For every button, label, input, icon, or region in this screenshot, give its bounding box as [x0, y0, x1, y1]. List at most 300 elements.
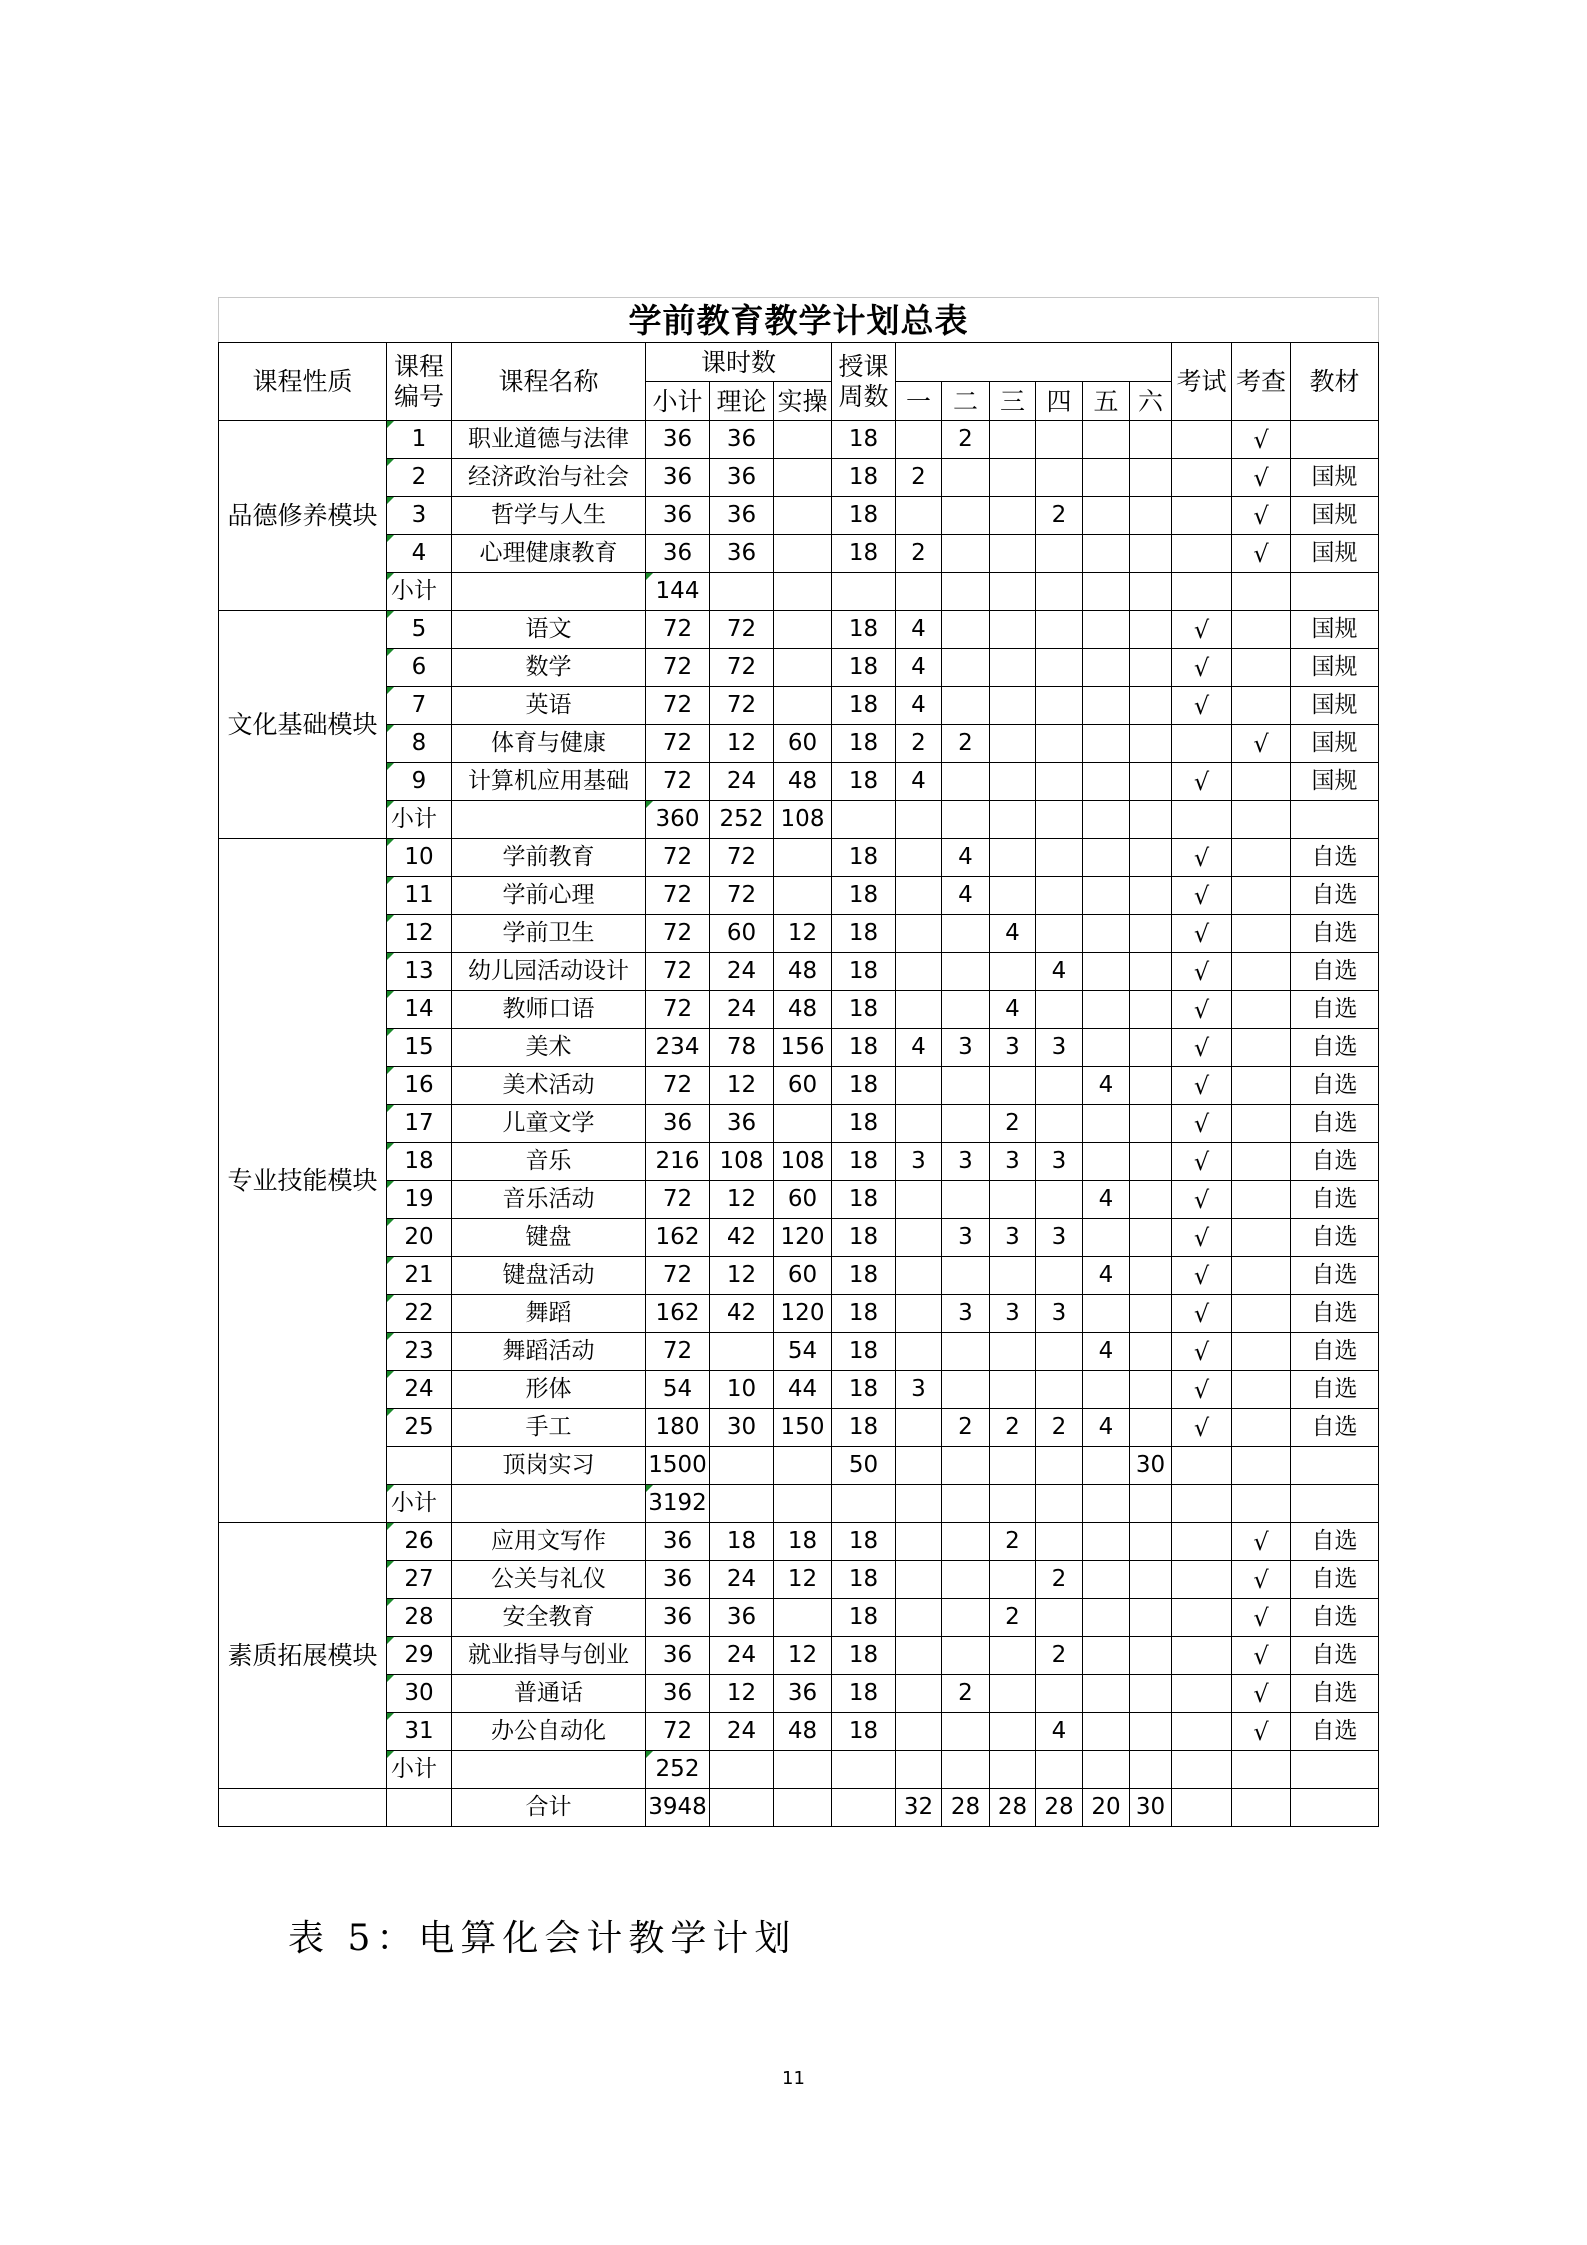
hours-total: 162 — [646, 1219, 710, 1257]
subtotal-label: 小计 — [387, 801, 452, 839]
table-row — [219, 877, 1379, 915]
subtotal-label: 小计 — [387, 573, 452, 611]
table-row — [219, 1713, 1379, 1751]
hours-practice — [774, 877, 832, 915]
header-semester-6: 六 — [1130, 382, 1172, 421]
course-code: 27 — [387, 1561, 452, 1599]
semester-1-hours — [896, 1105, 942, 1143]
check-mark — [1232, 915, 1291, 953]
semester-1-hours — [896, 1523, 942, 1561]
subtotal-blank — [1291, 1751, 1379, 1789]
hours-practice: 120 — [774, 1295, 832, 1333]
table-row — [219, 839, 1379, 877]
course-name: 职业道德与法律 — [452, 421, 646, 459]
total-blank — [387, 1789, 452, 1827]
semester-1-hours — [896, 1599, 942, 1637]
subtotal-blank — [832, 801, 896, 839]
header-semester-5: 五 — [1083, 382, 1130, 421]
exam-mark: √ — [1172, 1371, 1232, 1409]
textbook: 自选 — [1291, 1067, 1379, 1105]
semester-6-hours — [1130, 421, 1172, 459]
subtotal-blank — [1130, 1751, 1172, 1789]
subtotal-label: 小计 — [387, 1485, 452, 1523]
exam-mark: √ — [1172, 839, 1232, 877]
weeks: 18 — [832, 459, 896, 497]
textbook: 自选 — [1291, 877, 1379, 915]
semester-3-hours: 3 — [990, 1219, 1036, 1257]
semester-5-hours — [1083, 953, 1130, 991]
semester-1-hours — [896, 1409, 942, 1447]
subtotal-total: 144 — [646, 573, 710, 611]
semester-6-hours — [1130, 1257, 1172, 1295]
semester-2-hours — [942, 1067, 990, 1105]
subtotal-blank — [896, 1485, 942, 1523]
semester-3-hours — [990, 1675, 1036, 1713]
semester-4-hours: 2 — [1036, 497, 1083, 535]
exam-mark: √ — [1172, 763, 1232, 801]
table-row — [219, 1105, 1379, 1143]
hours-total: 1500 — [646, 1447, 710, 1485]
semester-2-hours — [942, 649, 990, 687]
hours-theory: 12 — [710, 1067, 774, 1105]
semester-1-hours — [896, 839, 942, 877]
subtotal-blank — [1172, 1485, 1232, 1523]
hours-total: 72 — [646, 1067, 710, 1105]
check-mark — [1232, 1181, 1291, 1219]
table-caption: 表 5：电算化会计教学计划 — [288, 1918, 797, 1959]
semester-1-hours — [896, 877, 942, 915]
semester-4-hours — [1036, 649, 1083, 687]
hours-practice: 150 — [774, 1409, 832, 1447]
semester-2-hours — [942, 497, 990, 535]
subtotal-theory — [710, 573, 774, 611]
table-row — [219, 953, 1379, 991]
table-row — [219, 1333, 1379, 1371]
hours-theory: 108 — [710, 1143, 774, 1181]
hours-total: 72 — [646, 877, 710, 915]
semester-3-hours: 3 — [990, 1295, 1036, 1333]
subtotal-name-blank — [452, 1485, 646, 1523]
grand-total-label: 合计 — [452, 1789, 646, 1827]
total-blank — [1172, 1789, 1232, 1827]
exam-mark — [1172, 1447, 1232, 1485]
semester-3-hours — [990, 611, 1036, 649]
hours-theory: 30 — [710, 1409, 774, 1447]
semester-4-hours: 4 — [1036, 953, 1083, 991]
textbook — [1291, 421, 1379, 459]
check-mark: √ — [1232, 725, 1291, 763]
semester-3-hours — [990, 459, 1036, 497]
semester-2-hours: 3 — [942, 1295, 990, 1333]
check-mark — [1232, 953, 1291, 991]
total-blank — [1291, 1789, 1379, 1827]
course-name: 经济政治与社会 — [452, 459, 646, 497]
table-row — [219, 1409, 1379, 1447]
table-row — [219, 1257, 1379, 1295]
subtotal-row — [219, 573, 1379, 611]
course-code: 12 — [387, 915, 452, 953]
check-mark: √ — [1232, 1523, 1291, 1561]
semester-4-hours — [1036, 535, 1083, 573]
weeks: 18 — [832, 1219, 896, 1257]
hours-theory: 24 — [710, 763, 774, 801]
semester-5-hours: 4 — [1083, 1067, 1130, 1105]
course-name: 幼儿园活动设计 — [452, 953, 646, 991]
subtotal-blank — [1130, 573, 1172, 611]
semester-2-hours — [942, 1105, 990, 1143]
semester-2-hours — [942, 1599, 990, 1637]
semester-1-hours — [896, 421, 942, 459]
check-mark: √ — [1232, 1637, 1291, 1675]
check-mark: √ — [1232, 497, 1291, 535]
subtotal-blank — [1172, 1751, 1232, 1789]
subtotal-theory — [710, 1751, 774, 1789]
hours-total: 72 — [646, 725, 710, 763]
semester-3-hours: 3 — [990, 1143, 1036, 1181]
semester-2-hours — [942, 687, 990, 725]
semester-6-hours — [1130, 1523, 1172, 1561]
semester-3-hours — [990, 421, 1036, 459]
semester-4-hours — [1036, 1067, 1083, 1105]
subtotal-name-blank — [452, 573, 646, 611]
weeks: 18 — [832, 1295, 896, 1333]
weeks: 18 — [832, 915, 896, 953]
course-name: 形体 — [452, 1371, 646, 1409]
semester-6-hours — [1130, 915, 1172, 953]
header-semester-1: 一 — [896, 382, 942, 421]
semester-3-hours — [990, 1181, 1036, 1219]
semester-1-hours: 3 — [896, 1143, 942, 1181]
course-code: 24 — [387, 1371, 452, 1409]
subtotal-blank — [1130, 801, 1172, 839]
course-code: 3 — [387, 497, 452, 535]
semester-2-hours — [942, 1333, 990, 1371]
weeks: 18 — [832, 1713, 896, 1751]
semester-3-hours — [990, 953, 1036, 991]
table-row — [219, 611, 1379, 649]
semester-2-hours — [942, 1713, 990, 1751]
hours-practice: 120 — [774, 1219, 832, 1257]
hours-practice: 60 — [774, 1181, 832, 1219]
course-name: 舞蹈 — [452, 1295, 646, 1333]
exam-mark: √ — [1172, 1029, 1232, 1067]
course-code: 19 — [387, 1181, 452, 1219]
course-name: 公关与礼仪 — [452, 1561, 646, 1599]
semester-6-hours — [1130, 1219, 1172, 1257]
check-mark — [1232, 649, 1291, 687]
table-row — [219, 1371, 1379, 1409]
semester-6-hours — [1130, 991, 1172, 1029]
exam-mark — [1172, 725, 1232, 763]
exam-mark: √ — [1172, 1257, 1232, 1295]
semester-2-hours — [942, 1523, 990, 1561]
course-code: 13 — [387, 953, 452, 991]
semester-6-hours — [1130, 1675, 1172, 1713]
weeks: 18 — [832, 1675, 896, 1713]
hours-practice: 48 — [774, 991, 832, 1029]
semester-1-hours — [896, 1333, 942, 1371]
weeks: 18 — [832, 725, 896, 763]
semester-1-hours — [896, 1181, 942, 1219]
table-row — [219, 1143, 1379, 1181]
semester-6-hours — [1130, 1561, 1172, 1599]
subtotal-blank — [1172, 573, 1232, 611]
header-semester-3: 三 — [990, 382, 1036, 421]
check-mark — [1232, 1371, 1291, 1409]
hours-theory: 24 — [710, 1637, 774, 1675]
semester-6-hours — [1130, 649, 1172, 687]
semester-1-hours — [896, 1713, 942, 1751]
hours-theory: 72 — [710, 687, 774, 725]
semester-4-hours: 2 — [1036, 1409, 1083, 1447]
hours-practice — [774, 1599, 832, 1637]
semester-2-hours: 3 — [942, 1143, 990, 1181]
page-number: 11 — [782, 2068, 805, 2089]
textbook: 自选 — [1291, 1181, 1379, 1219]
subtotal-row — [219, 801, 1379, 839]
exam-mark: √ — [1172, 1143, 1232, 1181]
subtotal-blank — [990, 573, 1036, 611]
hours-practice — [774, 535, 832, 573]
hours-practice: 156 — [774, 1029, 832, 1067]
check-mark — [1232, 611, 1291, 649]
hours-total: 216 — [646, 1143, 710, 1181]
hours-theory: 72 — [710, 839, 774, 877]
weeks: 18 — [832, 687, 896, 725]
course-code: 17 — [387, 1105, 452, 1143]
header-nature: 课程性质 — [219, 343, 387, 421]
check-mark: √ — [1232, 1599, 1291, 1637]
hours-practice: 48 — [774, 1713, 832, 1751]
subtotal-blank — [832, 1485, 896, 1523]
hours-total: 36 — [646, 1105, 710, 1143]
subtotal-blank — [990, 1751, 1036, 1789]
textbook: 国规 — [1291, 535, 1379, 573]
hours-total: 72 — [646, 1713, 710, 1751]
semester-4-hours: 3 — [1036, 1029, 1083, 1067]
course-code: 22 — [387, 1295, 452, 1333]
semester-3-hours — [990, 1257, 1036, 1295]
textbook: 国规 — [1291, 611, 1379, 649]
hours-practice — [774, 1105, 832, 1143]
hours-total: 72 — [646, 915, 710, 953]
semester-2-hours: 4 — [942, 877, 990, 915]
header-subtotal: 小计 — [646, 382, 710, 421]
semester-5-hours — [1083, 1105, 1130, 1143]
semester-6-hours — [1130, 839, 1172, 877]
exam-mark: √ — [1172, 1219, 1232, 1257]
check-mark — [1232, 839, 1291, 877]
table-row — [219, 915, 1379, 953]
hours-theory: 18 — [710, 1523, 774, 1561]
semester-5-hours — [1083, 1295, 1130, 1333]
semester-6-hours — [1130, 953, 1172, 991]
hours-theory: 72 — [710, 877, 774, 915]
semester-6-hours — [1130, 877, 1172, 915]
grand-total-semester-5: 20 — [1083, 1789, 1130, 1827]
hours-theory: 36 — [710, 421, 774, 459]
textbook: 自选 — [1291, 1029, 1379, 1067]
semester-2-hours — [942, 1257, 990, 1295]
semester-4-hours — [1036, 1523, 1083, 1561]
semester-4-hours: 2 — [1036, 1637, 1083, 1675]
hours-total: 72 — [646, 839, 710, 877]
semester-4-hours — [1036, 459, 1083, 497]
textbook: 自选 — [1291, 1105, 1379, 1143]
semester-6-hours — [1130, 459, 1172, 497]
table-row — [219, 991, 1379, 1029]
course-code: 11 — [387, 877, 452, 915]
grand-total-semester-4: 28 — [1036, 1789, 1083, 1827]
total-blank — [710, 1789, 774, 1827]
subtotal-blank — [1036, 573, 1083, 611]
semester-4-hours — [1036, 1105, 1083, 1143]
table-row — [219, 459, 1379, 497]
header-weeks: 授课周数 — [832, 343, 896, 421]
course-code: 7 — [387, 687, 452, 725]
exam-mark — [1172, 1713, 1232, 1751]
course-name: 计算机应用基础 — [452, 763, 646, 801]
course-name: 舞蹈活动 — [452, 1333, 646, 1371]
textbook: 自选 — [1291, 1713, 1379, 1751]
semester-1-hours: 4 — [896, 763, 942, 801]
hours-theory: 24 — [710, 1713, 774, 1751]
hours-practice — [774, 497, 832, 535]
check-mark: √ — [1232, 1561, 1291, 1599]
semester-4-hours — [1036, 1675, 1083, 1713]
course-code — [387, 1447, 452, 1485]
total-blank — [832, 1789, 896, 1827]
header-exam: 考试 — [1172, 343, 1232, 421]
course-name: 语文 — [452, 611, 646, 649]
textbook: 自选 — [1291, 1257, 1379, 1295]
exam-mark: √ — [1172, 687, 1232, 725]
textbook: 国规 — [1291, 459, 1379, 497]
subtotal-total: 360 — [646, 801, 710, 839]
exam-mark — [1172, 535, 1232, 573]
hours-practice: 60 — [774, 725, 832, 763]
semester-2-hours: 3 — [942, 1029, 990, 1067]
semester-2-hours — [942, 1181, 990, 1219]
table-title: 学前教育教学计划总表 — [219, 298, 1379, 343]
check-mark: √ — [1232, 1675, 1291, 1713]
hours-total: 180 — [646, 1409, 710, 1447]
weeks: 18 — [832, 1067, 896, 1105]
hours-total: 36 — [646, 459, 710, 497]
semester-1-hours: 2 — [896, 459, 942, 497]
semester-4-hours — [1036, 991, 1083, 1029]
course-name: 心理健康教育 — [452, 535, 646, 573]
course-code: 21 — [387, 1257, 452, 1295]
weeks: 18 — [832, 421, 896, 459]
table-row — [219, 1675, 1379, 1713]
semester-1-hours — [896, 953, 942, 991]
course-code: 4 — [387, 535, 452, 573]
check-mark: √ — [1232, 459, 1291, 497]
subtotal-blank — [1232, 573, 1291, 611]
weeks: 18 — [832, 1409, 896, 1447]
textbook: 自选 — [1291, 1409, 1379, 1447]
exam-mark: √ — [1172, 877, 1232, 915]
textbook: 自选 — [1291, 1637, 1379, 1675]
semester-6-hours — [1130, 1295, 1172, 1333]
exam-mark — [1172, 1675, 1232, 1713]
course-name: 普通话 — [452, 1675, 646, 1713]
course-name: 应用文写作 — [452, 1523, 646, 1561]
textbook: 自选 — [1291, 1599, 1379, 1637]
textbook: 自选 — [1291, 1219, 1379, 1257]
semester-5-hours — [1083, 1029, 1130, 1067]
table-row — [219, 1637, 1379, 1675]
hours-theory: 12 — [710, 1181, 774, 1219]
exam-mark — [1172, 421, 1232, 459]
subtotal-blank — [1172, 801, 1232, 839]
hours-total: 72 — [646, 763, 710, 801]
semester-1-hours — [896, 1219, 942, 1257]
subtotal-total: 252 — [646, 1751, 710, 1789]
weeks: 18 — [832, 1599, 896, 1637]
course-code: 28 — [387, 1599, 452, 1637]
table-row — [219, 1219, 1379, 1257]
hours-total: 36 — [646, 1599, 710, 1637]
hours-practice: 60 — [774, 1257, 832, 1295]
check-mark — [1232, 1067, 1291, 1105]
hours-theory — [710, 1333, 774, 1371]
hours-practice — [774, 611, 832, 649]
course-name: 教师口语 — [452, 991, 646, 1029]
semester-1-hours — [896, 1257, 942, 1295]
header-semester-2: 二 — [942, 382, 990, 421]
semester-3-hours — [990, 877, 1036, 915]
course-name: 美术活动 — [452, 1067, 646, 1105]
semester-3-hours — [990, 535, 1036, 573]
semester-5-hours — [1083, 1675, 1130, 1713]
total-blank — [774, 1789, 832, 1827]
semester-6-hours — [1130, 763, 1172, 801]
course-code: 29 — [387, 1637, 452, 1675]
header-name: 课程名称 — [452, 343, 646, 421]
weeks: 18 — [832, 991, 896, 1029]
course-code: 10 — [387, 839, 452, 877]
semester-1-hours: 4 — [896, 1029, 942, 1067]
check-mark — [1232, 1029, 1291, 1067]
textbook: 国规 — [1291, 497, 1379, 535]
semester-5-hours — [1083, 1219, 1130, 1257]
semester-2-hours — [942, 915, 990, 953]
semester-1-hours — [896, 1675, 942, 1713]
hours-theory — [710, 1447, 774, 1485]
table-row — [219, 421, 1379, 459]
hours-practice: 44 — [774, 1371, 832, 1409]
hours-theory: 24 — [710, 991, 774, 1029]
course-name: 数学 — [452, 649, 646, 687]
course-code: 8 — [387, 725, 452, 763]
subtotal-label: 小计 — [387, 1751, 452, 1789]
course-name: 英语 — [452, 687, 646, 725]
semester-1-hours — [896, 497, 942, 535]
module-name: 文化基础模块 — [219, 611, 387, 839]
semester-5-hours — [1083, 1637, 1130, 1675]
hours-theory: 78 — [710, 1029, 774, 1067]
semester-3-hours — [990, 1447, 1036, 1485]
course-code: 2 — [387, 459, 452, 497]
semester-5-hours — [1083, 497, 1130, 535]
hours-theory: 42 — [710, 1219, 774, 1257]
table-row — [219, 763, 1379, 801]
subtotal-blank — [1083, 1751, 1130, 1789]
semester-5-hours — [1083, 1143, 1130, 1181]
course-code: 5 — [387, 611, 452, 649]
